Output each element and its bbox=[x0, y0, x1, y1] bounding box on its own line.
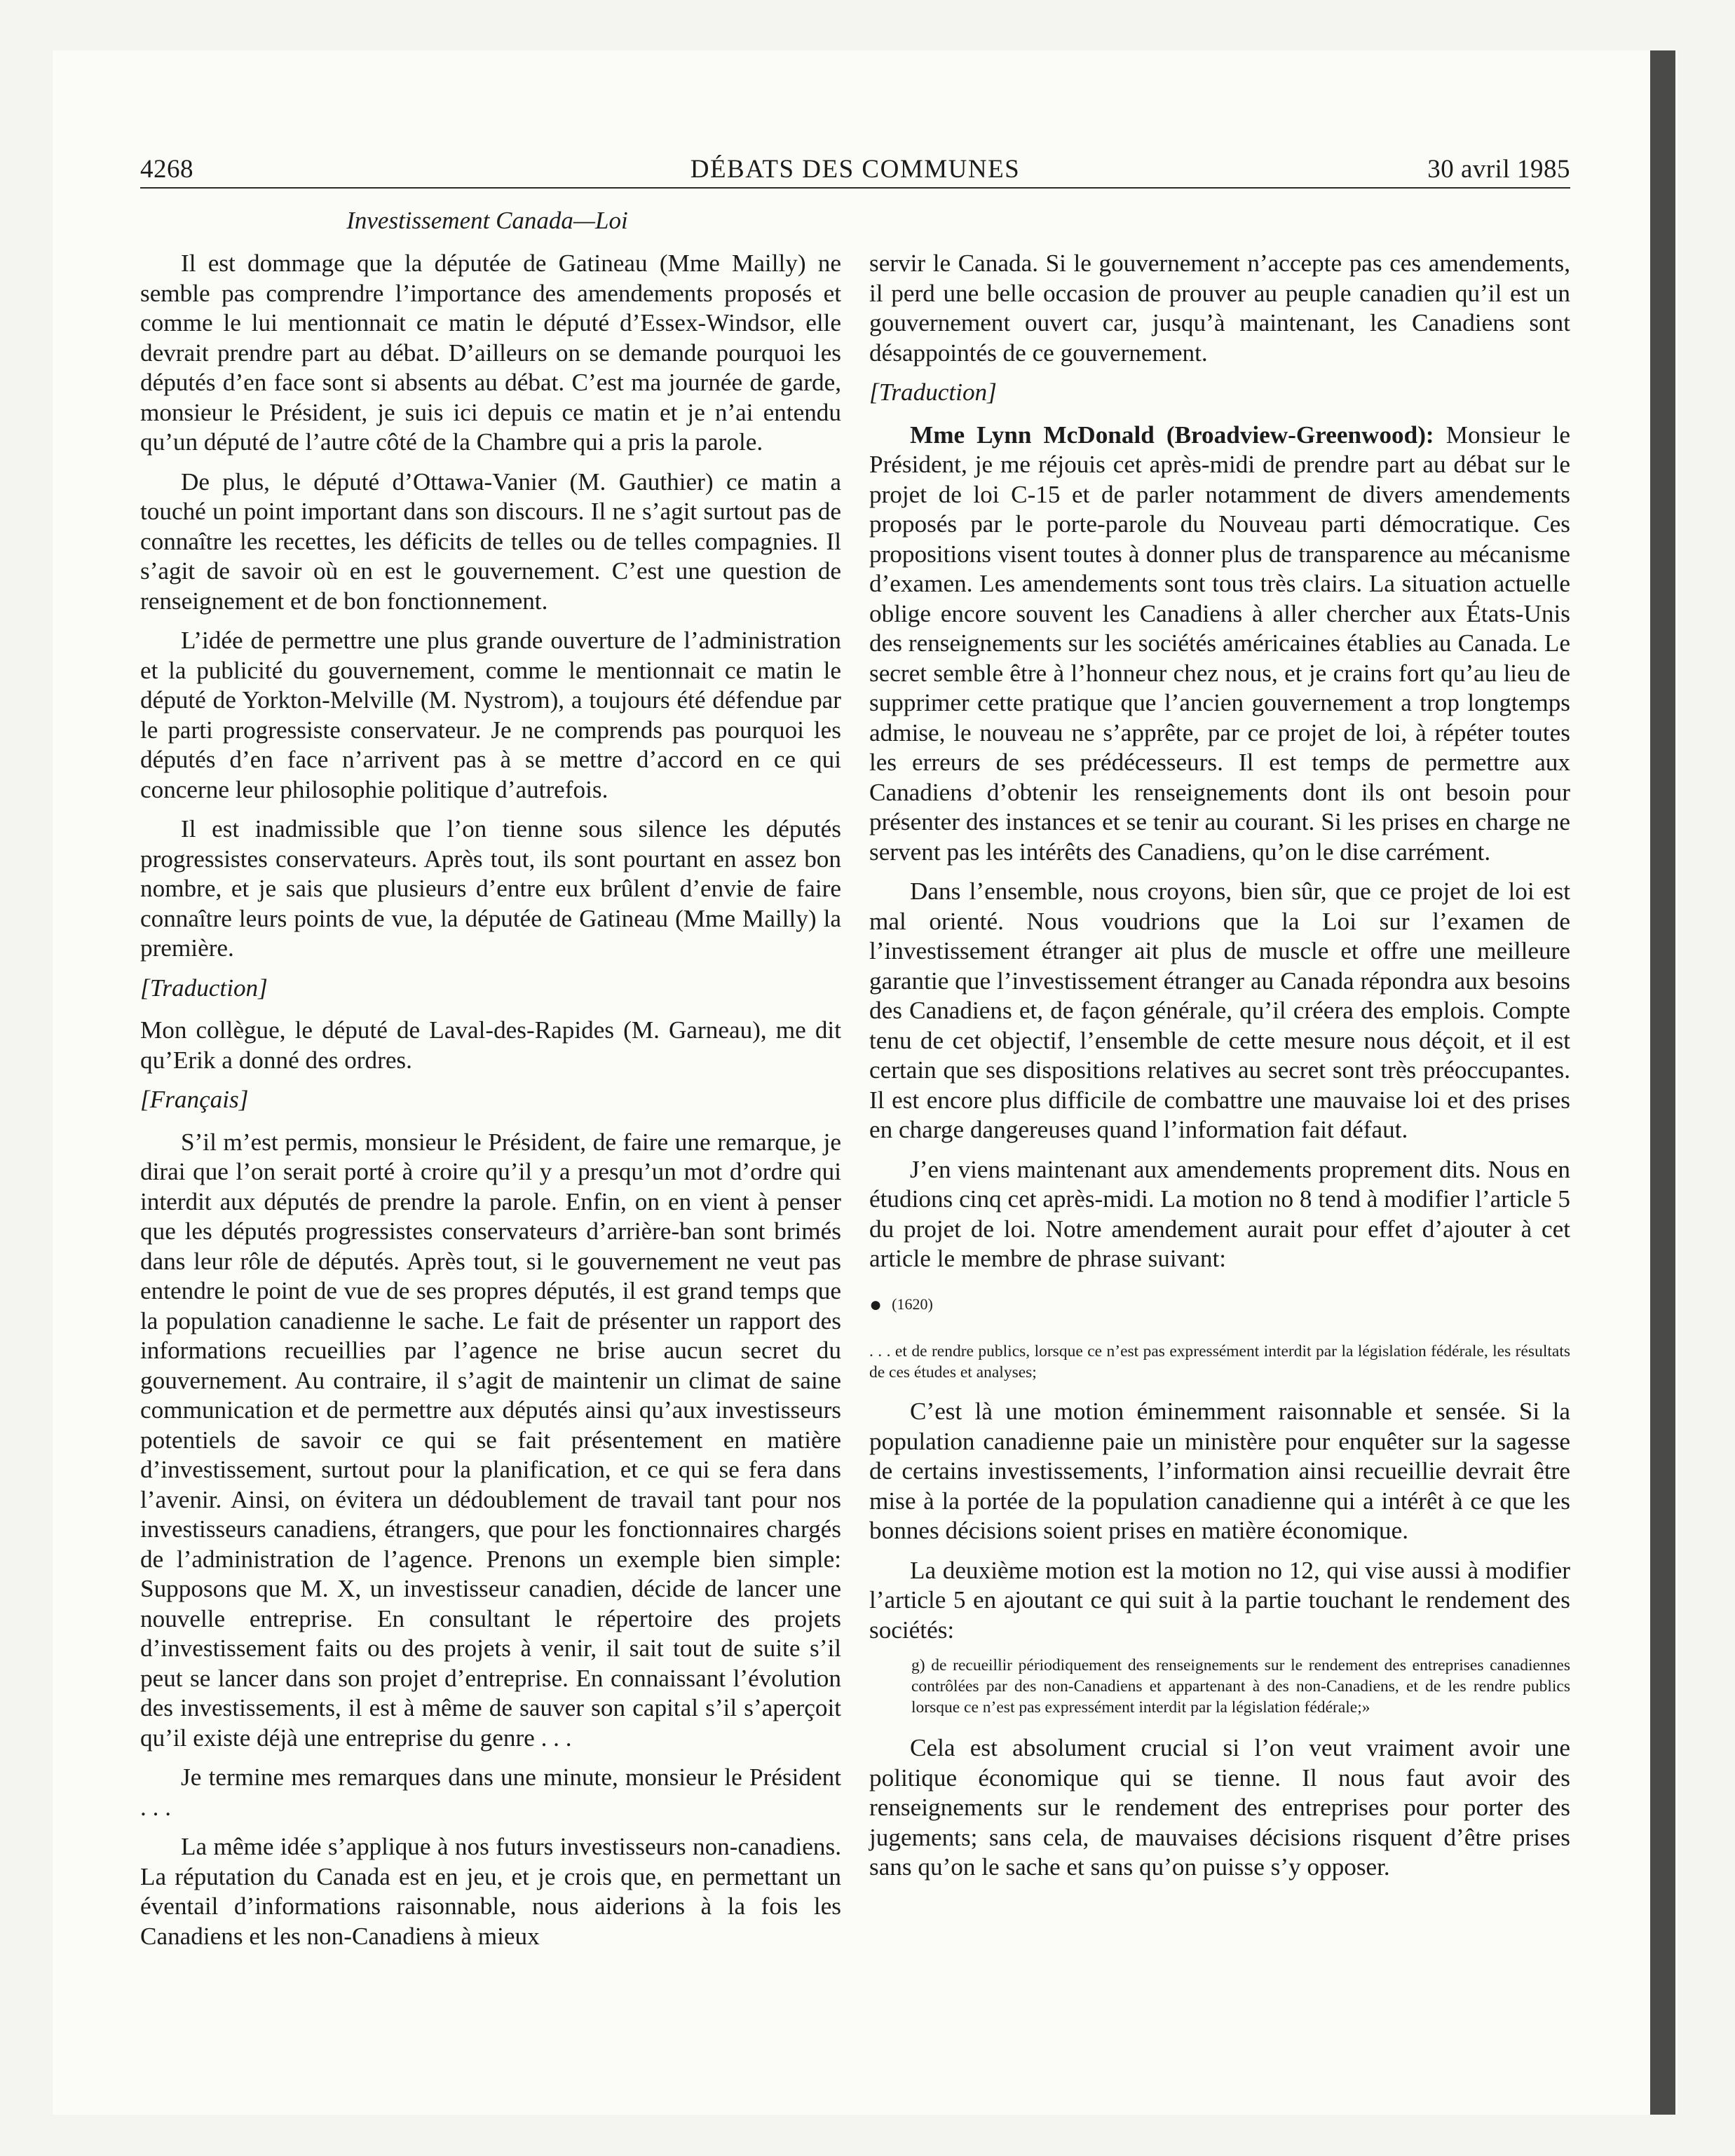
issue-date: 30 avril 1985 bbox=[1427, 155, 1570, 184]
time-marker bbox=[869, 1290, 1570, 1321]
paragraph: Il est dommage que la députée de Gatineau (Mme Mailly) ne semble pas comprendre l’importance des amendements proposés et comme le lui mentionnait ce matin le député d’Essex-Windsor, elle devrait prendre part au débat. D’ailleurs on se demande pourquoi les députés d’en face sont si absents au débat. C’est ma journée de garde, monsieur le Président, je suis ici depuis ce matin et je n’ai entendu qu’un député de l’autre côté de la Chambre qui a pris la parole. bbox=[140, 250, 841, 456]
paragraph: Mon collègue, le député de Laval-des-Rapides (M. Garneau), me dit qu’Erik a donné des ordres. bbox=[140, 1016, 841, 1074]
paragraph: De plus, le député d’Ottawa-Vanier (M. Gauthier) ce matin a touché un point important dans son discours. Il ne s’agit surtout pas de connaître les recettes, les déficits de telles ou de telles compagnies. Il s’agit de savoir où en est le gouvernement. C’est une question de renseignement et de bon fonctionnement. bbox=[140, 468, 841, 615]
paragraph: S’il m’est permis, monsieur le Président, de faire une remarque, je dirai que l’on serait porté à croire qu’il y a presqu’un mot d’ordre qui interdit aux députés de prendre la parole. Enfin, on en vient à penser que les députés progressistes conservateurs d’arrière-ban sont brimés dans leur rôle de députés. Après tout, si le gouvernement ne veut pas entendre le point de vue de ses propres députés, il est grand temps que la population canadienne le sache. Le fait de présenter un rapport des informations recueillies par l’agence ne brise aucun secret du gouvernement. Au contraire, il s’agit de maintenir un climat de saine communication et de permettre aux députés ainsi qu’aux investisseurs potentiels de savoir ce qui se fait présentement en matière d’investissement, surtout pour la planification, et ce qui se fera dans l’avenir. Ainsi, on évitera un dédoublement de travail tant pour nos investisseurs canadiens, étrangers, que pour les fonctionnaires chargés de l’administration de l’agence. Prenons un exemple bien simple: Supposons que M. X, un investisseur canadien, décide de lancer une nouvelle entreprise. En consultant le répertoire des projets d’investissement faits ou des projets à venir, il sait tout de suite s’il peut se lancer dans son projet d’entreprise. En connaissant l’évolution des investissements, il est à même de sauver son capital s’il s’aperçoit qu’il existe déjà une entreprise du genre . . . bbox=[140, 1128, 841, 1752]
paragraph: J’en viens maintenant aux amendements proprement dits. Nous en étudions cinq cet après-midi. La motion no 8 tend à modifier l’article 5 du projet de loi. Notre amendement aurait pour effet d’ajouter à cet article le membre de phrase suivant: bbox=[869, 1155, 1570, 1272]
translation-tag: [Traduction] bbox=[140, 974, 268, 1002]
paragraph: Dans l’ensemble, nous croyons, bien sûr, que ce projet de loi est mal orienté. Nous voudrions que la Loi sur l’examen de l’investissement étranger ait plus de muscle et offre une meilleure garantie que l’investissement étranger au Canada répondra aux besoins des Canadiens et, de façon générale, qu’il créera des emplois. Compte tenu de cet objectif, l’ensemble de cette mesure nous déçoit, et il est certain que ses dispositions relatives au secret sont très préoccupantes. Il est encore plus difficile de combattre une mauvaise loi et des prises en charge dangereuses quand l’information fait défaut. bbox=[869, 878, 1570, 1143]
paragraph: Il est inadmissible que l’on tienne sous silence les députés progressistes conservateurs. Après tout, ils sont pourtant en assez bon nombre, et je sais que plusieurs d’entre eux brûlent d’envie de faire connaître leurs points de vue, la députée de Gatineau (Mme Mailly) la première. bbox=[140, 815, 841, 962]
paragraph: La deuxième motion est la motion no 12, qui vise aussi à modifier l’article 5 en ajoutant ce qui suit à la partie touchant le rendement des sociétés: bbox=[869, 1556, 1570, 1644]
speaker-paragraph bbox=[869, 421, 1570, 868]
journal-title: DÉBATS DES COMMUNES bbox=[690, 155, 1021, 184]
page-number: 4268 bbox=[140, 155, 193, 184]
quoted-amendment: . . . et de rendre publics, lorsque ce n’est pas expressément interdit par la législation fédérale, les résultats de ces études et analyses; bbox=[869, 1342, 1570, 1381]
time-marker-text: (1620) bbox=[892, 1295, 933, 1313]
header-rule bbox=[140, 187, 1570, 189]
scan-edge-bar bbox=[1650, 50, 1675, 2115]
paragraph: servir le Canada. Si le gouvernement n’accepte pas ces amendements, il perd une belle occasion de prouver au peuple canadien qu’il est un gouvernement ouvert car, jusqu’à maintenant, les Canadiens sont désappointés de ce gouvernement. bbox=[869, 250, 1570, 367]
paragraph: C’est là une motion éminemment raisonnable et sensée. Si la population canadienne paie un ministère pour enquêter sur la sagesse de certains investissements, l’information ainsi recueillie devrait être mise à la portée de la population canadienne qui a intérêt à ce que les bonnes décisions soient prises en matière économique. bbox=[869, 1398, 1570, 1544]
paragraph: L’idée de permettre une plus grande ouverture de l’administration et la publicité du gouvernement, comme le mentionnait ce matin le député de Yorkton-Melville (M. Nystrom), a toujours été défendue par le parti progressiste conservateur. Je ne comprends pas pourquoi les députés d’en face n’arrivent pas à se mettre d’accord en ce qui concerne leur philosophie politique d’autrefois. bbox=[140, 627, 841, 803]
speech-text: Monsieur le Président, je me réjouis cet après-midi de prendre part au débat sur le projet de loi C-15 et de parler notamment de divers amendements proposés par le porte-parole du Nouveau parti démocratique. Ces propositions visent toutes à donner plus de transparence au mécanisme d’examen. Les amendements sont tous très clairs. La situation actuelle oblige encore souvent les Canadiens à aller chercher aux États-Unis des renseignements sur les sociétés américaines établies au Canada. Le secret semble être à l’honneur chez nous, et je crains fort qu’au lieu de supprimer cette pratique que l’ancien gouvernement a trop longtemps admise, le nouveau ne s’apprête, par ce projet de loi, à répéter toutes les erreurs de ses prédécesseurs. Il est temps de permettre aux Canadiens d’obtenir les renseignements dont ils ont besoin pour présenter des instances et se tenir au courant. Si les prises en charge ne servent pas les intérêts des Canadiens, qu’on le dise carrément. bbox=[869, 421, 1570, 866]
translation-tag: [Traduction] bbox=[869, 378, 997, 406]
running-head: Investissement Canada—Loi bbox=[346, 207, 628, 234]
left-column bbox=[140, 249, 841, 1961]
speaker-name: Mme Lynn McDonald (Broadview-Greenwood): bbox=[910, 421, 1434, 449]
paragraph: Cela est absolument crucial si l’on veut vraiment avoir une politique économique qui se tienne. Il nous faut avoir des renseignements sur le rendement des entreprises pour porter des jugements; sans cela, de mauvaises décisions risquent d’être prises sans qu’on le sache et sans qu’on puisse s’y opposer. bbox=[869, 1734, 1570, 1881]
right-column bbox=[869, 249, 1570, 1892]
page-header bbox=[140, 154, 1570, 189]
language-tag: [Français] bbox=[140, 1086, 249, 1113]
quoted-amendment: g) de recueillir périodiquement des renseignements sur le rendement des entreprises canadiennes contrôlées par des non-Canadiens et appartenant à des non-Canadiens, et de les rendre publics lorsque ce n’est pas expressément interdit par la législation fédérale;» bbox=[911, 1656, 1570, 1717]
paragraph: La même idée s’applique à nos futurs investisseurs non-canadiens. La réputation du Canada est en jeu, et je crois que, en permettant un éventail d’informations raisonnable, nous aiderions à la fois les Canadiens et les non-Canadiens à mieux bbox=[140, 1833, 841, 1950]
bullet-icon: ● bbox=[869, 1292, 883, 1316]
paragraph: Je termine mes remarques dans une minute, monsieur le Président . . . bbox=[140, 1763, 841, 1821]
